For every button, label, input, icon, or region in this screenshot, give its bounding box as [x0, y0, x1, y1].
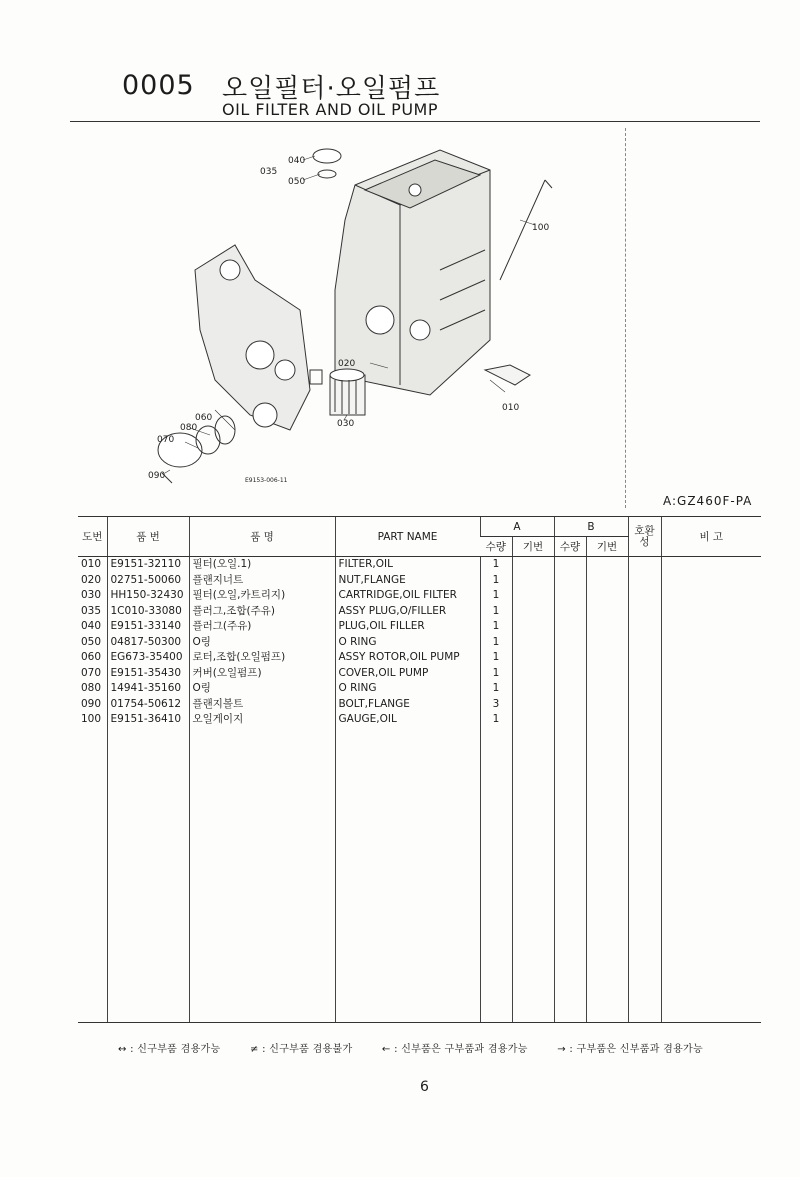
legend-item-new-fits-old: ← : 신부품은 구부품과 겸용가능 — [381, 1044, 528, 1055]
page-title-korean: 오일필터·오일펌프 — [222, 74, 441, 104]
blank-table-row — [78, 821, 761, 837]
table-row — [78, 697, 761, 713]
name-en-cell: NUT,FLANGE — [335, 573, 480, 589]
legend-item-interchangeable: ↔ : 신구부품 겸용가능 — [118, 1044, 221, 1055]
compatibility-legend — [118, 1040, 729, 1055]
ref-cell: 050 — [81, 635, 102, 648]
qty-cell: 3 — [480, 697, 512, 713]
table-row — [78, 604, 761, 620]
table-row — [78, 650, 761, 666]
blank-table-row — [78, 945, 761, 961]
name-en-cell: COVER,OIL PUMP — [335, 666, 480, 682]
qty-cell: 1 — [480, 604, 512, 620]
callout-090: 090 — [148, 471, 166, 481]
ref-cell: 090 — [81, 697, 102, 710]
legend-item-old-fits-new: → : 구부품은 신부품과 겸용가능 — [557, 1044, 703, 1055]
col-part-name-header: PART NAME — [335, 517, 480, 557]
qty-cell: 1 — [480, 712, 512, 728]
part-no-cell: 04817-50300 — [107, 635, 189, 651]
name-ko-cell: 오일게이지 — [189, 712, 335, 728]
callout-070: 070 — [157, 435, 175, 445]
callout-060: 060 — [195, 413, 213, 423]
table-row — [78, 573, 761, 589]
callout-050: 050 — [288, 177, 306, 187]
table-row — [78, 666, 761, 682]
callout-010: 010 — [502, 403, 520, 413]
ref-cell: 020 — [81, 573, 102, 586]
col-name-ko-header: 품 명 — [189, 517, 335, 557]
ref-cell: 040 — [81, 620, 102, 632]
blank-table-row — [78, 805, 761, 821]
name-ko-cell: 커버(오일펌프) — [189, 666, 335, 682]
col-interchange-header: 호환성 — [628, 517, 661, 557]
model-code: A:GZ460F-PA — [663, 494, 753, 508]
part-no-cell: E9151-35430 — [107, 666, 189, 682]
name-ko-cell: 플랜지너트 — [189, 573, 335, 589]
callout-100: 100 — [532, 223, 550, 233]
blank-table-row — [78, 743, 761, 759]
name-en-cell: O RING — [335, 635, 480, 651]
col-base-a-header: 기번 — [512, 537, 554, 557]
blank-table-row — [78, 898, 761, 914]
callout-080: 080 — [180, 423, 198, 433]
qty-cell: 1 — [480, 681, 512, 697]
blank-table-row — [78, 774, 761, 790]
name-ko-cell: O링 — [189, 635, 335, 651]
table-row — [78, 557, 761, 573]
part-no-cell: 1C010-33080 — [107, 604, 189, 620]
part-no-cell: EG673-35400 — [107, 650, 189, 666]
name-ko-cell: 플러그(주유) — [189, 619, 335, 635]
col-part-no-header: 품 번 — [107, 517, 189, 557]
pump-housing-drawing — [195, 245, 310, 430]
blank-table-row — [78, 1007, 761, 1023]
callout-030: 030 — [337, 419, 355, 429]
blank-table-row — [78, 960, 761, 976]
qty-cell: 1 — [480, 650, 512, 666]
table-row — [78, 635, 761, 651]
qty-cell: 1 — [480, 557, 512, 573]
name-ko-cell: O링 — [189, 681, 335, 697]
oil-filler-cap-drawing — [313, 149, 341, 163]
qty-cell: 1 — [480, 635, 512, 651]
name-ko-cell: 플러그,조합(주유) — [189, 604, 335, 620]
callout-020: 020 — [338, 359, 356, 369]
ref-cell: 010 — [81, 558, 102, 570]
table-row — [78, 619, 761, 635]
parts-table — [78, 516, 761, 1023]
ref-cell: 060 — [81, 651, 102, 663]
part-no-cell: E9151-33140 — [107, 619, 189, 635]
ref-cell: 100 — [81, 713, 102, 725]
name-en-cell: CARTRIDGE,OIL FILTER — [335, 588, 480, 604]
table-row — [78, 681, 761, 697]
col-remarks-header: 비 고 — [661, 517, 761, 557]
ref-cell: 035 — [81, 604, 102, 617]
name-en-cell: PLUG,OIL FILLER — [335, 619, 480, 635]
blank-table-row — [78, 929, 761, 945]
parts-table-body — [78, 557, 761, 1023]
col-qty-b-header: 수량 — [554, 537, 586, 557]
blank-table-row — [78, 852, 761, 868]
col-group-a-header: A — [480, 517, 554, 537]
name-en-cell: ASSY ROTOR,OIL PUMP — [335, 650, 480, 666]
ref-cell: 030 — [81, 589, 102, 601]
legend-item-not-interchangeable: ≠ : 신구부품 겸용불가 — [249, 1044, 353, 1055]
part-no-cell: 02751-50060 — [107, 573, 189, 589]
ref-cell: 070 — [81, 666, 102, 679]
name-en-cell: FILTER,OIL — [335, 557, 480, 573]
blank-table-row — [78, 914, 761, 930]
qty-cell: 1 — [480, 573, 512, 589]
col-qty-a-header: 수량 — [480, 537, 512, 557]
blank-table-row — [78, 836, 761, 852]
blank-table-row — [78, 790, 761, 806]
part-no-cell: 01754-50612 — [107, 697, 189, 713]
drawing-code: E9153-006-11 — [245, 477, 288, 484]
name-ko-cell: 필터(오일.1) — [189, 557, 335, 573]
col-ref-header: 도번 — [78, 517, 107, 557]
qty-cell: 1 — [480, 588, 512, 604]
callout-040: 040 — [288, 156, 306, 166]
col-group-b-header: B — [554, 517, 628, 537]
blank-table-row — [78, 728, 761, 744]
blank-table-row — [78, 976, 761, 992]
qty-cell: 1 — [480, 666, 512, 682]
blank-table-row — [78, 867, 761, 883]
name-ko-cell: 필터(오일,카트리지) — [189, 588, 335, 604]
table-row — [78, 588, 761, 604]
blank-table-row — [78, 991, 761, 1007]
name-en-cell: ASSY PLUG,O/FILLER — [335, 604, 480, 620]
name-en-cell: O RING — [335, 681, 480, 697]
col-base-b-header: 기번 — [586, 537, 628, 557]
illustration-margin-line — [625, 128, 626, 508]
exploded-parts-diagram — [140, 130, 620, 490]
part-no-cell: E9151-32110 — [107, 557, 189, 573]
blank-table-row — [78, 883, 761, 899]
header-divider — [70, 121, 760, 122]
ref-cell: 080 — [81, 682, 102, 694]
part-no-cell: HH150-32430 — [107, 588, 189, 604]
part-no-cell: E9151-36410 — [107, 712, 189, 728]
qty-cell: 1 — [480, 619, 512, 635]
page-number: 6 — [420, 1079, 429, 1095]
name-ko-cell: 플랜지볼트 — [189, 697, 335, 713]
name-en-cell: BOLT,FLANGE — [335, 697, 480, 713]
table-row — [78, 712, 761, 728]
callout-035: 035 — [260, 167, 278, 177]
part-no-cell: 14941-35160 — [107, 681, 189, 697]
section-code: 0005 — [122, 70, 195, 101]
name-ko-cell: 로터,조합(오일펌프) — [189, 650, 335, 666]
name-en-cell: GAUGE,OIL — [335, 712, 480, 728]
page-title-english: OIL FILTER AND OIL PUMP — [222, 100, 438, 119]
blank-table-row — [78, 759, 761, 775]
